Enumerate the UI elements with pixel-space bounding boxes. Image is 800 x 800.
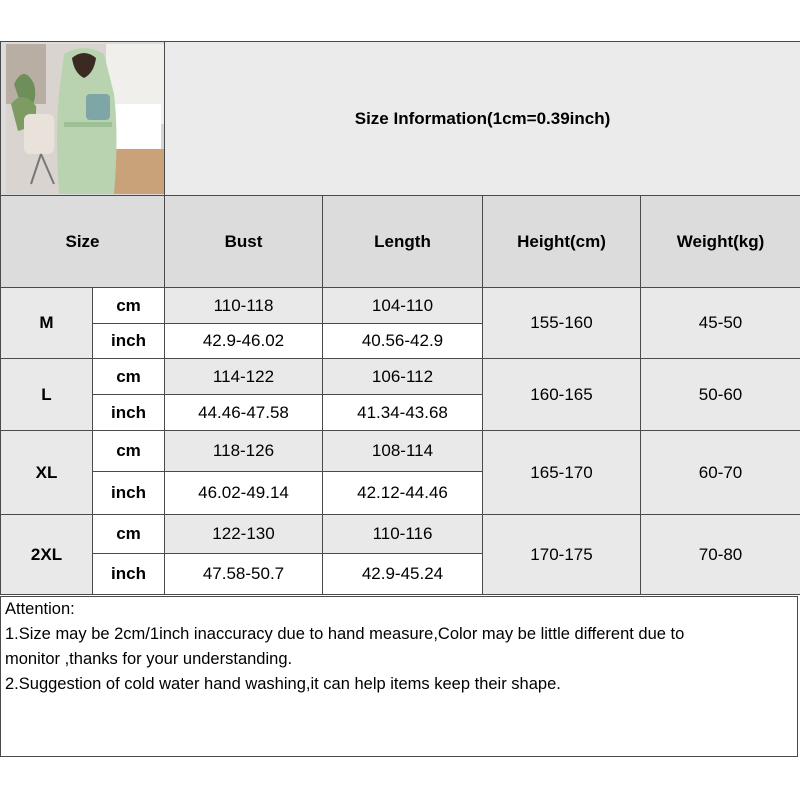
bust-cm: 110-118	[165, 288, 323, 324]
size-label: 2XL	[1, 515, 93, 595]
chart-title: Size Information(1cm=0.39inch)	[165, 42, 800, 196]
height-value: 155-160	[483, 288, 641, 359]
attention-notes	[0, 596, 798, 757]
table-row	[1, 515, 800, 554]
bust-inch: 47.58-50.7	[165, 554, 323, 595]
size-label: M	[1, 288, 93, 359]
notes-heading: Attention:	[5, 600, 75, 618]
unit-label: cm	[93, 288, 165, 324]
unit-label: cm	[93, 431, 165, 472]
length-inch: 42.12-44.46	[323, 472, 483, 515]
unit-label: cm	[93, 515, 165, 554]
unit-label: inch	[93, 324, 165, 359]
product-photo-image	[6, 44, 164, 194]
table-row	[1, 431, 800, 472]
header-height: Height(cm)	[483, 196, 641, 288]
table-row	[1, 288, 800, 324]
notes-line-2: 2.Suggestion of cold water hand washing,it can help items keep their shape.	[5, 675, 561, 693]
weight-value: 50-60	[641, 359, 800, 431]
header-bust: Bust	[165, 196, 323, 288]
height-value: 165-170	[483, 431, 641, 515]
length-inch: 40.56-42.9	[323, 324, 483, 359]
bust-cm: 122-130	[165, 515, 323, 554]
bust-inch: 44.46-47.58	[165, 395, 323, 431]
size-label: XL	[1, 431, 93, 515]
unit-label: inch	[93, 395, 165, 431]
weight-value: 60-70	[641, 431, 800, 515]
notes-line-1: 1.Size may be 2cm/1inch inaccuracy due to hand measure,Color may be little different due to	[5, 625, 685, 643]
header-weight: Weight(kg)	[641, 196, 800, 288]
weight-value: 70-80	[641, 515, 800, 595]
length-cm: 110-116	[323, 515, 483, 554]
length-cm: 108-114	[323, 431, 483, 472]
notes-line-1-continued: monitor ,thanks for your understanding.	[5, 650, 293, 668]
header-length: Length	[323, 196, 483, 288]
unit-label: inch	[93, 554, 165, 595]
bust-cm: 114-122	[165, 359, 323, 395]
unit-label: cm	[93, 359, 165, 395]
header-size: Size	[1, 196, 165, 288]
size-table	[0, 41, 800, 595]
weight-value: 45-50	[641, 288, 800, 359]
size-label: L	[1, 359, 93, 431]
bust-inch: 46.02-49.14	[165, 472, 323, 515]
length-cm: 104-110	[323, 288, 483, 324]
product-photo	[1, 42, 165, 196]
table-row	[1, 359, 800, 395]
length-cm: 106-112	[323, 359, 483, 395]
bust-inch: 42.9-46.02	[165, 324, 323, 359]
bust-cm: 118-126	[165, 431, 323, 472]
length-inch: 41.34-43.68	[323, 395, 483, 431]
length-inch: 42.9-45.24	[323, 554, 483, 595]
unit-label: inch	[93, 472, 165, 515]
size-chart	[0, 41, 800, 759]
height-value: 160-165	[483, 359, 641, 431]
height-value: 170-175	[483, 515, 641, 595]
